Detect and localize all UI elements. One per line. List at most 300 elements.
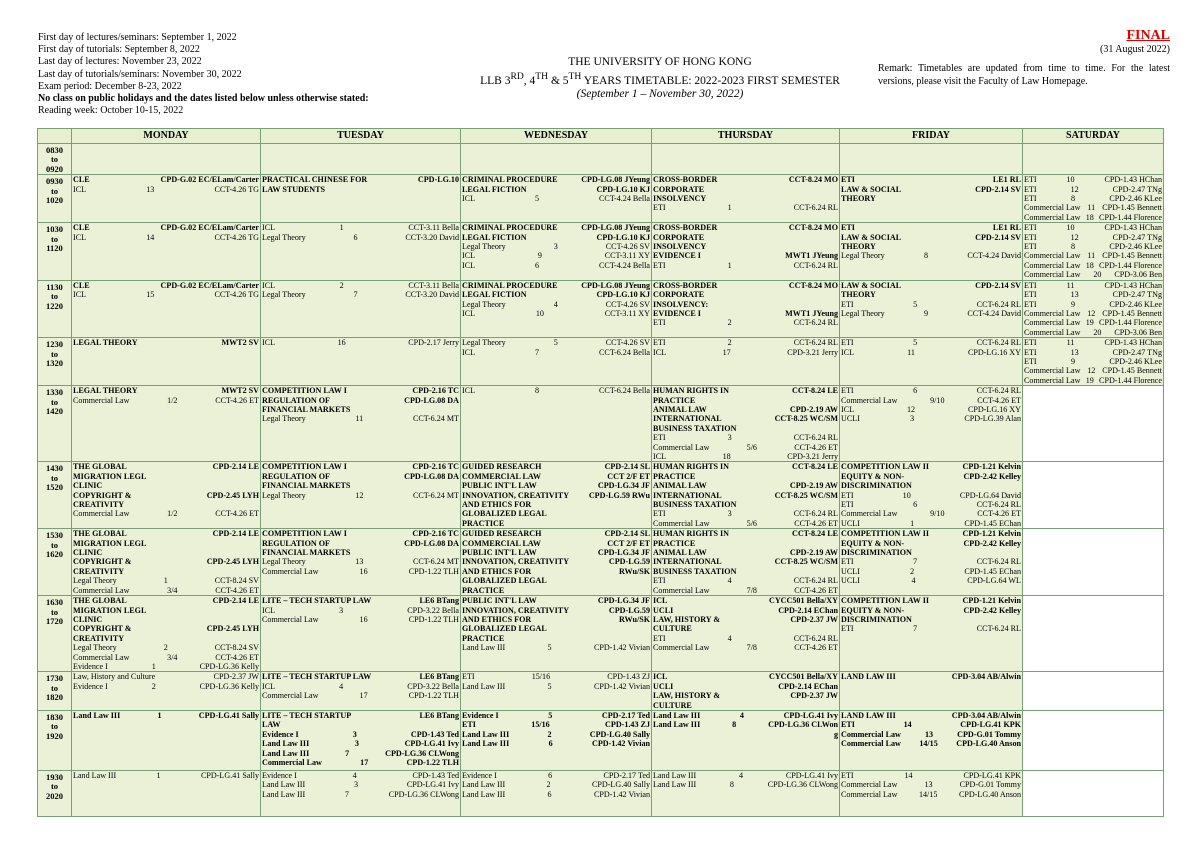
course-name: Legal Theory <box>262 414 306 424</box>
course-name: INSOLVENCY <box>653 194 707 204</box>
venue-teacher: CPD-1.43 ZJ <box>605 720 650 730</box>
group-number: 3 <box>354 739 359 749</box>
class-entry <box>73 548 259 557</box>
class-entry <box>73 481 259 490</box>
venue-teacher: MWT1 JYeung <box>785 308 838 318</box>
class-entry <box>73 338 259 347</box>
course-name: BUSINESS TAXATION <box>653 566 737 576</box>
venue-teacher: LE6 BTang <box>419 710 459 720</box>
class-entry <box>841 790 1021 799</box>
venue-teacher: CPD-3.22 Bella <box>407 681 459 691</box>
class-entry <box>462 194 650 203</box>
class-entry <box>1024 223 1162 232</box>
group-number <box>896 711 952 720</box>
venue-teacher: CCT-6.24 RL <box>976 624 1021 634</box>
group-number <box>531 615 619 624</box>
course-name: Land Law III <box>262 780 306 790</box>
class-entry <box>1024 261 1162 270</box>
class-entry <box>73 281 259 290</box>
class-entry <box>653 576 838 585</box>
course-name: COPYRIGHT & <box>73 490 132 500</box>
group-number: 20 <box>1093 270 1102 280</box>
course-name: Legal Theory <box>262 232 306 242</box>
course-name: ETI <box>653 633 666 643</box>
course-name: INNOVATION, CREATIVITY <box>462 490 570 500</box>
class-entry <box>841 567 1021 576</box>
venue-teacher: CPD-2.14 SL <box>604 529 650 539</box>
class-entry <box>462 606 650 615</box>
group-number <box>929 596 963 605</box>
group-number: 20 <box>1093 327 1102 337</box>
venue-teacher: MWT1 JYeung <box>785 251 838 261</box>
group-number <box>736 424 838 433</box>
class-cell-wednesday <box>461 462 652 529</box>
course-name: Evidence I <box>462 710 499 720</box>
course-name: ICL <box>262 338 276 348</box>
course-name: COPYRIGHT & <box>73 557 132 567</box>
course-name: Evidence I <box>462 770 497 780</box>
venue-teacher: CPD-2.37 JW <box>790 691 838 701</box>
course-name: Commercial Law <box>841 780 898 790</box>
university-name: THE UNIVERSITY OF HONG KONG <box>568 56 752 68</box>
venue-teacher: CPD-1.45 Bennett <box>1102 308 1162 318</box>
venue-teacher: CPD-LG.41 Ivy <box>406 780 459 790</box>
time-slot: 0830 to 0920 <box>38 144 72 175</box>
class-entry <box>841 711 1021 720</box>
venue-teacher: CCT 2/F ET <box>607 471 650 481</box>
course-name: Commercial Law <box>1024 318 1081 328</box>
course-name: GLOBALIZED LEGAL <box>462 576 547 586</box>
group-number <box>547 624 650 633</box>
class-entry <box>1024 338 1162 347</box>
venue-teacher: CPD-LG.34 JF <box>597 481 650 491</box>
venue-teacher: CPD-LG.40 Anson <box>956 739 1021 749</box>
class-entry <box>262 749 459 758</box>
course-name: Commercial Law <box>73 652 130 662</box>
class-entry <box>73 396 259 405</box>
course-name: BUSINESS TAXATION <box>653 423 737 433</box>
class-entry <box>73 643 259 652</box>
class-cell-tuesday <box>261 770 461 816</box>
venue-teacher: CPD-LG.36 Kelly <box>199 681 259 691</box>
class-entry <box>653 223 838 232</box>
group-number <box>569 557 609 566</box>
group-number <box>912 481 1021 490</box>
course-name: CLE <box>73 175 90 185</box>
time-slot-row <box>38 223 1164 280</box>
venue-teacher: CCT-6.24 Bella <box>599 386 650 396</box>
course-name: PRACTICAL CHINESE FOR <box>262 175 368 185</box>
course-name: ETI <box>841 500 854 510</box>
class-entry <box>841 500 1021 509</box>
class-entry <box>462 615 650 624</box>
course-name: Evidence I <box>73 681 108 691</box>
class-entry <box>841 624 1021 633</box>
class-entry <box>73 576 259 585</box>
class-entry <box>73 557 259 566</box>
course-name: Land Law III <box>462 789 506 799</box>
course-name: CORPORATE <box>653 184 705 194</box>
course-name: ETI <box>841 338 854 348</box>
group-number: 13 <box>146 184 155 194</box>
group-number: 11 <box>907 347 915 357</box>
time-slot-row <box>38 144 1164 175</box>
class-entry <box>73 386 259 395</box>
course-name: EQUITY & NON- <box>841 471 905 481</box>
course-name: ICL <box>462 251 476 261</box>
venue-teacher: CPD-3.04 AB/Alwin <box>951 710 1021 720</box>
course-name: CRIMINAL PROCEDURE <box>462 175 558 185</box>
venue-teacher: CCT-4.26 ET <box>215 395 259 405</box>
group-number <box>667 596 769 605</box>
class-entry <box>73 615 259 624</box>
class-entry <box>653 491 838 500</box>
course-name: THEORY <box>841 242 876 252</box>
venue-teacher: CPD-2.14 LE <box>212 529 259 539</box>
class-entry <box>462 586 650 595</box>
venue-teacher: CPD-LG.10 KJ <box>596 184 650 194</box>
class-entry <box>462 500 650 509</box>
group-number: 12 <box>1087 366 1096 376</box>
group-number: 9 <box>1070 299 1076 309</box>
course-name: DISCRIMINATION <box>841 481 912 491</box>
class-entry <box>462 251 650 260</box>
course-name: CLINIC <box>73 481 103 491</box>
venue-teacher: CCT-4.26 ET <box>977 509 1021 519</box>
course-name: ICL <box>462 347 476 357</box>
group-number <box>347 529 413 538</box>
class-entry <box>841 233 1021 242</box>
venue-teacher: CPD-LG.40 Sally <box>591 780 650 790</box>
class-entry <box>653 634 838 643</box>
venue-teacher: CCT-8.25 WC/SM <box>774 414 838 424</box>
group-number: 12 <box>1070 184 1079 194</box>
course-name: ETI <box>841 490 854 500</box>
group-number: 11 <box>1087 251 1096 261</box>
class-entry <box>1024 366 1162 375</box>
class-cell-wednesday <box>461 710 652 770</box>
class-cell-wednesday <box>461 770 652 816</box>
time-slot-row <box>38 338 1164 386</box>
group-number <box>132 557 207 566</box>
class-entry <box>653 194 838 203</box>
group-number: 5 <box>913 338 918 348</box>
class-entry <box>462 472 650 481</box>
class-entry <box>1024 185 1162 194</box>
venue-teacher: CPD-2.46 KLee <box>1109 356 1162 366</box>
group-number <box>722 557 775 566</box>
class-entry <box>462 223 650 232</box>
class-cell-saturday <box>1023 144 1164 175</box>
venue-teacher: CCT-4.24 David <box>967 251 1021 261</box>
group-number <box>706 194 838 203</box>
course-name: EQUITY & NON- <box>841 538 905 548</box>
group-number <box>896 672 952 681</box>
class-cell-tuesday <box>261 338 461 386</box>
venue-teacher: CPD-2.45 LYH <box>206 557 259 567</box>
venue-teacher: CPD-2.14 SV <box>975 184 1021 194</box>
group-number <box>330 472 404 481</box>
course-name: PRACTICE <box>462 633 505 643</box>
course-name: LEGAL THEORY <box>73 338 138 348</box>
class-entry <box>1024 281 1162 290</box>
venue-teacher: CCT-8.24 SV <box>214 643 259 653</box>
group-number: 16 <box>359 566 368 576</box>
class-entry <box>653 606 838 615</box>
class-entry <box>841 472 1021 481</box>
class-entry <box>462 624 650 633</box>
group-number: 9 <box>537 251 542 261</box>
time-slot: 1830 to 1920 <box>38 710 72 770</box>
venue-teacher: CCT-4.26 ET <box>215 652 259 662</box>
group-number: 15/16 <box>531 672 551 682</box>
group-number <box>855 223 993 232</box>
venue-teacher: CPD-G.02 EC/ELam/Carter <box>160 280 259 290</box>
class-cell-friday <box>840 144 1023 175</box>
class-entry <box>653 771 838 780</box>
course-name: ICL <box>73 232 87 242</box>
venue-teacher: RWu/SK <box>618 566 650 576</box>
course-name: AND ETHICS FOR <box>462 500 532 510</box>
course-name: UCLI <box>841 566 860 576</box>
course-name: INTERNATIONAL <box>653 414 722 424</box>
class-entry <box>841 300 1021 309</box>
header-info-line: Last day of tutorials/seminars: November 30, 2022 <box>38 68 242 80</box>
course-name: LAW & SOCIAL <box>841 184 902 194</box>
group-number <box>102 481 259 490</box>
class-entry <box>1024 270 1162 279</box>
course-name: COMPETITION LAW I <box>262 386 347 396</box>
group-number: 5 <box>547 643 552 653</box>
class-entry <box>73 771 259 780</box>
course-name: ETI <box>841 557 854 567</box>
course-name: CLINIC <box>73 548 103 558</box>
course-name: LEGAL FICTION <box>462 232 527 242</box>
group-number: 4 <box>727 576 732 586</box>
class-entry <box>73 672 259 681</box>
course-name: Commercial Law <box>1024 366 1081 376</box>
course-name: ICL <box>462 308 476 318</box>
class-entry <box>262 682 459 691</box>
venue-teacher: CCT-6.24 RL <box>976 386 1021 396</box>
venue-teacher: CPD-LG.41 Sally <box>198 710 259 720</box>
venue-teacher: CCT-8.24 MO <box>788 280 838 290</box>
group-number: 2 <box>339 280 344 290</box>
group-number: 18 <box>1085 212 1094 222</box>
venue-teacher: CPD-1.45 Bennett <box>1102 251 1162 261</box>
group-number: 10 <box>1066 223 1075 233</box>
time-slot-row <box>38 529 1164 596</box>
venue-teacher: CPD-2.17 Jerry <box>408 338 459 348</box>
course-name: Commercial Law <box>1024 203 1081 213</box>
course-name: Commercial Law <box>73 509 130 519</box>
day-header-tuesday: TUESDAY <box>261 129 461 144</box>
class-entry <box>262 396 459 405</box>
venue-teacher: CPD-2.37 JW <box>790 614 838 624</box>
group-number <box>541 472 607 481</box>
time-slot: 1430 to 1520 <box>38 462 72 529</box>
course-name: Commercial Law <box>1024 375 1081 385</box>
course-name: ETI <box>653 509 666 519</box>
group-number <box>704 185 838 194</box>
group-number: 9 <box>1070 356 1076 366</box>
class-entry <box>841 281 1021 290</box>
course-name: CREATIVITY <box>73 500 125 510</box>
class-cell-monday <box>72 770 261 816</box>
course-name: BUSINESS TAXATION <box>653 500 737 510</box>
course-name: PUBLIC INT'L LAW <box>462 548 537 558</box>
venue-teacher: CCT-6.24 RL <box>793 433 838 443</box>
class-entry <box>653 519 838 528</box>
group-number <box>127 462 213 471</box>
class-entry <box>653 711 838 720</box>
class-cell-thursday <box>652 596 840 672</box>
course-name: Commercial Law <box>653 643 710 653</box>
time-slot: 1930 to 2020 <box>38 770 72 816</box>
course-name: ETI <box>653 318 666 328</box>
class-cell-monday <box>72 596 261 672</box>
venue-teacher: CPD-2.45 LYH <box>206 624 259 634</box>
venue-teacher: CCT-6.24 RL <box>793 260 838 270</box>
venue-teacher: CPD-LG.40 Anson <box>958 789 1021 799</box>
course-name: Commercial Law <box>653 518 710 528</box>
course-name: COMPETITION LAW II <box>841 596 929 606</box>
group-number: 1/2 <box>167 509 178 519</box>
course-name: INSOLVENCY: <box>653 299 709 309</box>
course-name: ANIMAL LAW <box>653 548 707 558</box>
course-name: EVIDENCE I <box>653 308 701 318</box>
class-entry <box>262 780 459 789</box>
group-number <box>537 548 598 557</box>
class-entry <box>462 185 650 194</box>
group-number <box>124 567 259 576</box>
course-name: Land Law III <box>262 739 310 749</box>
venue-teacher: CYCC501 Bella/XY <box>768 596 838 606</box>
course-name: LAND LAW III <box>841 672 896 682</box>
class-cell-thursday <box>652 529 840 596</box>
course-name: ICL <box>262 681 276 691</box>
class-cell-friday <box>840 386 1023 462</box>
group-number <box>547 509 650 518</box>
class-entry <box>262 730 459 739</box>
course-name: EQUITY & NON- <box>841 605 905 615</box>
class-entry <box>262 175 459 184</box>
group-number: 7/8 <box>746 585 757 595</box>
group-number: 4 <box>738 770 744 780</box>
class-cell-monday <box>72 386 261 462</box>
group-number: 5 <box>548 710 553 720</box>
course-name: Commercial Law <box>262 614 319 624</box>
course-name: UCLI <box>653 681 674 691</box>
class-entry <box>653 643 838 652</box>
group-number <box>558 281 582 290</box>
course-name: Commercial Law <box>262 691 319 701</box>
group-number: 7 <box>535 347 540 357</box>
group-number <box>347 462 413 471</box>
course-name: ICL <box>262 605 276 615</box>
course-name: Legal Theory <box>262 557 306 567</box>
venue-teacher: CPD-1.21 Kelvin <box>962 462 1021 472</box>
class-cell-wednesday <box>461 280 652 337</box>
group-number: 6 <box>913 500 918 510</box>
class-cell-monday <box>72 710 261 770</box>
course-name: INNOVATION, CREATIVITY <box>462 557 570 567</box>
course-name: COMPETITION LAW I <box>262 462 347 472</box>
venue-teacher: CPD-1.43 HChan <box>1104 338 1162 348</box>
course-name: Commercial Law <box>653 442 710 452</box>
group-number: 6 <box>547 789 552 799</box>
class-entry <box>73 586 259 595</box>
group-number <box>330 396 404 405</box>
group-number: 1 <box>157 710 162 720</box>
group-number <box>547 576 650 585</box>
class-entry <box>462 462 650 471</box>
course-name: Legal Theory <box>462 299 506 309</box>
course-name: UCLI <box>841 518 860 528</box>
group-number <box>569 491 589 500</box>
group-number <box>707 405 790 414</box>
class-entry <box>462 491 650 500</box>
venue-teacher: CCT-8.24 LE <box>791 529 838 539</box>
group-number <box>504 586 650 595</box>
group-number: 7 <box>913 624 918 634</box>
time-slot-row <box>38 710 1164 770</box>
venue-teacher: CPD-1.43 HChan <box>1104 280 1162 290</box>
course-name: ICL <box>462 260 476 270</box>
course-name: ETI <box>1024 347 1037 357</box>
course-name: ICL <box>262 223 276 233</box>
class-entry <box>73 567 259 576</box>
class-entry <box>262 338 459 347</box>
class-cell-friday <box>840 175 1023 223</box>
semester-period: (September 1 – November 30, 2022) <box>576 87 744 100</box>
venue-teacher: CPD-LG.10 <box>417 175 459 185</box>
class-entry <box>462 634 650 643</box>
time-slot: 1130 to 1220 <box>38 280 72 337</box>
class-entry <box>841 739 1021 748</box>
class-entry <box>841 242 1021 251</box>
venue-teacher: CPD-LG.59 <box>608 557 650 567</box>
class-entry <box>462 233 650 242</box>
venue-teacher: CCT-4.26 TG <box>214 184 259 194</box>
course-name: ICL <box>653 596 668 606</box>
course-name: Commercial Law <box>73 395 130 405</box>
day-header-thursday: THURSDAY <box>652 129 840 144</box>
class-entry <box>262 481 459 490</box>
class-cell-saturday <box>1023 710 1164 770</box>
group-number <box>569 606 609 615</box>
class-cell-saturday <box>1023 529 1164 596</box>
class-cell-friday <box>840 338 1023 386</box>
class-entry <box>653 472 838 481</box>
class-cell-tuesday <box>261 175 461 223</box>
course-name: Legal Theory <box>841 308 885 318</box>
course-name: LAW <box>262 720 281 730</box>
group-number <box>736 500 838 509</box>
class-entry <box>841 223 1021 232</box>
venue-teacher: CPD-LG.41 KPK <box>963 770 1021 780</box>
class-entry <box>841 539 1021 548</box>
class-entry <box>73 634 259 643</box>
group-number: 5 <box>535 194 540 204</box>
course-name: CULTURE <box>653 700 692 710</box>
course-name: REGULATION OF <box>262 471 330 481</box>
class-entry <box>262 672 459 681</box>
group-number <box>558 223 582 232</box>
venue-teacher: CPD-2.47 TNg <box>1112 232 1162 242</box>
venue-teacher: CPD-1.42 Vivian <box>593 789 650 799</box>
course-name: MIGRATION LEGL <box>73 538 147 548</box>
